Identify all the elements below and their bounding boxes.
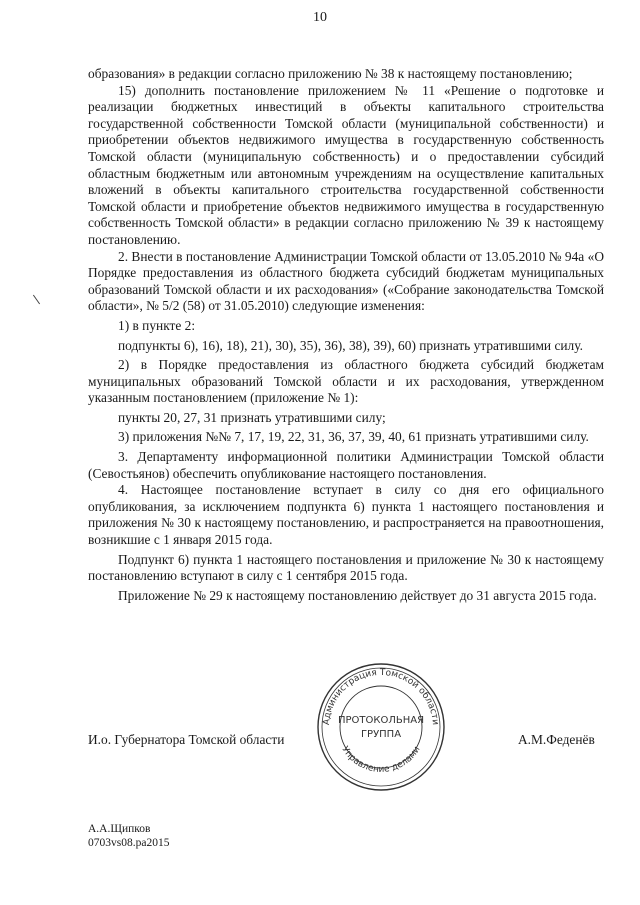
executor-block: [88, 822, 169, 850]
paragraph-subitem-effective: Подпункт 6) пункта 1 настоящего постановления и приложение № 30 к настоящему постановлению вступают в силу с 1 сентября 2015 года.: [88, 551, 604, 584]
paragraph-points-lapsed: пункты 20, 27, 31 признать утратившими силу;: [118, 409, 386, 425]
stamp-bottom-text: Управление делами: [339, 744, 423, 775]
paragraph-subitems-lapsed: подпункты 6), 16), 18), 21), 30), 35), 36), 38), 39), 60) признать утратившими силу.: [118, 337, 583, 353]
paragraph-section-4: 4. Настоящее постановление вступает в силу со дня его официального опубликования, за исключением подпункта 6) пункта 1 настоящего постановления и приложения № 30 к настоящему постановлению, и распространяется на правоотношения, возникшие с 1 января 2015 года.: [88, 482, 604, 548]
page-number: 10: [313, 10, 327, 25]
paragraph-section-3: 3. Департаменту информационной политики Администрации Томской области (Севостьянов) обеспечить опубликование настоящего постановления.: [88, 449, 604, 481]
paragraph-continuation: образования» в редакции согласно приложению № 38 к настоящему постановлению;: [88, 66, 573, 81]
paragraph-item-2-3: 3) приложения №№ 7, 17, 19, 22, 31, 36, 37, 39, 40, 61 признать утратившими силу.: [118, 429, 589, 445]
paragraph-item-2-2: 2) в Порядке предоставления из областного бюджета субсидий бюджетам муниципальных образований Томской области и их расходования, утвержденном указанным постановлением (приложение № 1):: [88, 357, 604, 406]
paragraph-item-2-1: 1) в пункте 2:: [118, 317, 196, 333]
stamp-ring-text: Администрация Томской области: [321, 667, 441, 726]
svg-text:Управление делами: [339, 745, 422, 775]
signatory-position: И.о. Губернатора Томской области: [88, 732, 285, 747]
paragraph-section-2: 2. Внести в постановление Администрации Томской области от 13.05.2010 № 94а «О Порядке предоставления из областного бюджета субсидий бюджетам муниципальных образований Томской области и их расходования» («Собрание законодательства Томской области», № 5/2 (58) от 31.05.2010) следующие изменения:: [88, 248, 604, 314]
executor-name: А.А.Щипков: [88, 823, 151, 835]
stamp-center-line2: ГРУППА: [360, 729, 402, 740]
paragraph-appendix-validity: Приложение № 29 к настоящему постановлению действует до 31 августа 2015 года.: [118, 587, 597, 603]
margin-mark: [33, 295, 40, 305]
document-body: [88, 66, 604, 604]
official-stamp: [315, 661, 447, 793]
signatory-name: А.М.Феденёв: [518, 732, 595, 747]
paragraph-item-15: 15) дополнить постановление приложением № 11 «Решение о подготовке и реализации бюджетных инвестиций в объекты капитального строительства государственной собственности Томской области (муниципальной собственности) и приобретении объектов недвижимого имущества в государственную собственность Томской области (муниципальную собственность) и о предоставлении субсидий областным бюджетным или автономным учреждениям на осуществление капитальных вложений в объекты капитального строительства государственной собственности Томской области и приобретение объектов недвижимого имущества в государственную собственность Томской области» в редакции согласно приложению № 39 к настоящему постановлению.: [88, 82, 604, 247]
stamp-center-line1: ПРОТОКОЛЬНАЯ: [337, 715, 425, 726]
executor-file-ref: 0703vs08.pa2015: [88, 837, 170, 849]
